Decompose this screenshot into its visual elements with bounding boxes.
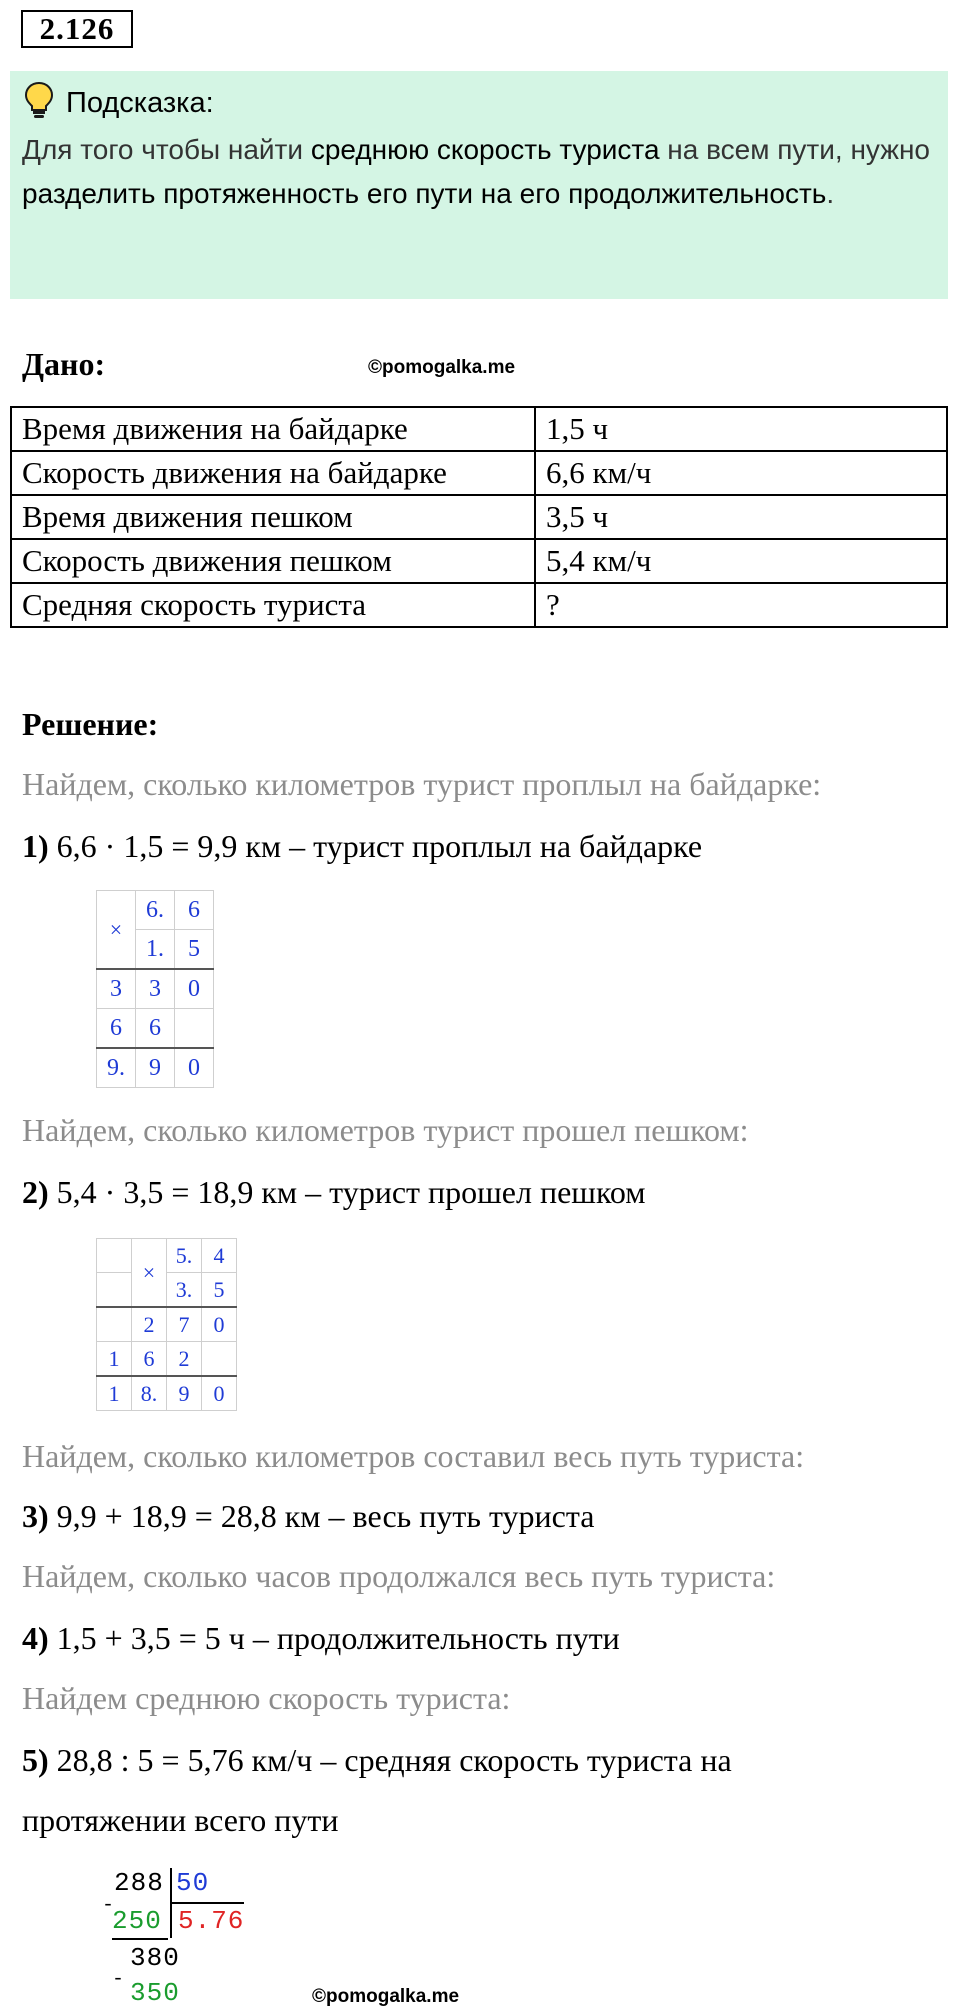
watermark: ©pomogalka.me xyxy=(368,357,516,378)
hint-bold-1: среднюю скорость туриста xyxy=(310,134,660,165)
explain-4: Найдем, сколько часов продолжался весь путь туриста: xyxy=(22,1558,776,1594)
watermark-bottom: ©pomogalka.me xyxy=(312,1986,460,2007)
multiplication-grid-1 xyxy=(96,890,214,1088)
dividend: 288 xyxy=(114,1868,164,1898)
task-number: 2.126 xyxy=(21,10,133,48)
grid-row: 9. 9 0 xyxy=(97,1048,214,1088)
explain-2: Найдем, сколько километров турист прошел пешком: xyxy=(22,1112,749,1148)
table-row: Время движения на байдарке 1,5 ч xyxy=(11,407,947,451)
table-row: Скорость движения на байдарке 6,6 км/ч xyxy=(11,451,947,495)
grid-row: 3. 5 xyxy=(97,1273,237,1308)
subtraction-line xyxy=(112,1938,168,1940)
remainder: 380 xyxy=(130,1943,180,1973)
solution-label: Решение: xyxy=(22,706,159,742)
step-5: 5) 28,8 : 5 = 5,76 км/ч – средняя скорость туриста на xyxy=(22,1742,732,1778)
table-row: Время движения пешком 3,5 ч xyxy=(11,495,947,539)
grid-row: × 5. 4 xyxy=(97,1239,237,1273)
step-2: 2) 5,4 · 3,5 = 18,9 км – турист прошел пешком xyxy=(22,1174,646,1210)
multiplication-grid-2 xyxy=(96,1238,237,1411)
table-row: Скорость движения пешком 5,4 км/ч xyxy=(11,539,947,583)
step-4: 4) 1,5 + 3,5 = 5 ч – продолжительность пути xyxy=(22,1620,620,1656)
subtrahend-1: 250 xyxy=(112,1906,162,1936)
hint-box xyxy=(10,71,948,299)
grid-row: 1. 5 xyxy=(97,930,214,970)
explain-1: Найдем, сколько километров турист проплыл на байдарке: xyxy=(22,766,822,802)
grid-row: 2 7 0 xyxy=(97,1307,237,1342)
grid-row: 1 6 2 xyxy=(97,1342,237,1377)
division-horizontal-line xyxy=(172,1902,244,1904)
step-3: 3) 9,9 + 18,9 = 28,8 км – весь путь туриста xyxy=(22,1498,595,1534)
minus-sign-1: - xyxy=(102,1894,116,1917)
step-5-continued: протяжении всего пути xyxy=(22,1802,339,1838)
given-table xyxy=(10,406,948,628)
hint-bold-2: разделить протяженность его пути на его продолжительность xyxy=(22,178,827,209)
subtrahend-2: 350 xyxy=(130,1978,180,2008)
minus-sign-2: - xyxy=(112,1968,126,1991)
quotient: 5.76 xyxy=(178,1906,245,1936)
long-division xyxy=(100,1868,260,2008)
explain-3: Найдем, сколько километров составил весь путь туриста: xyxy=(22,1438,805,1474)
grid-row: 6 6 xyxy=(97,1009,214,1049)
hint-title: Подсказка: xyxy=(66,87,214,119)
divisor: 50 xyxy=(176,1868,210,1898)
hint-text: Для того чтобы найти среднюю скорость туриста на всем пути, нужно разделить протяженность его пути на его продолжительность. xyxy=(22,134,930,209)
step-1: 1) 6,6 · 1,5 = 9,9 км – турист проплыл на байдарке xyxy=(22,828,703,864)
grid-row: × 6. 6 xyxy=(97,891,214,930)
lightbulb-icon xyxy=(24,81,54,119)
explain-5: Найдем среднюю скорость туриста: xyxy=(22,1680,511,1716)
grid-row: 1 8. 9 0 xyxy=(97,1376,237,1411)
grid-row: 3 3 0 xyxy=(97,969,214,1009)
given-label: Дано: xyxy=(22,346,106,382)
table-row: Средняя скорость туриста ? xyxy=(11,583,947,627)
